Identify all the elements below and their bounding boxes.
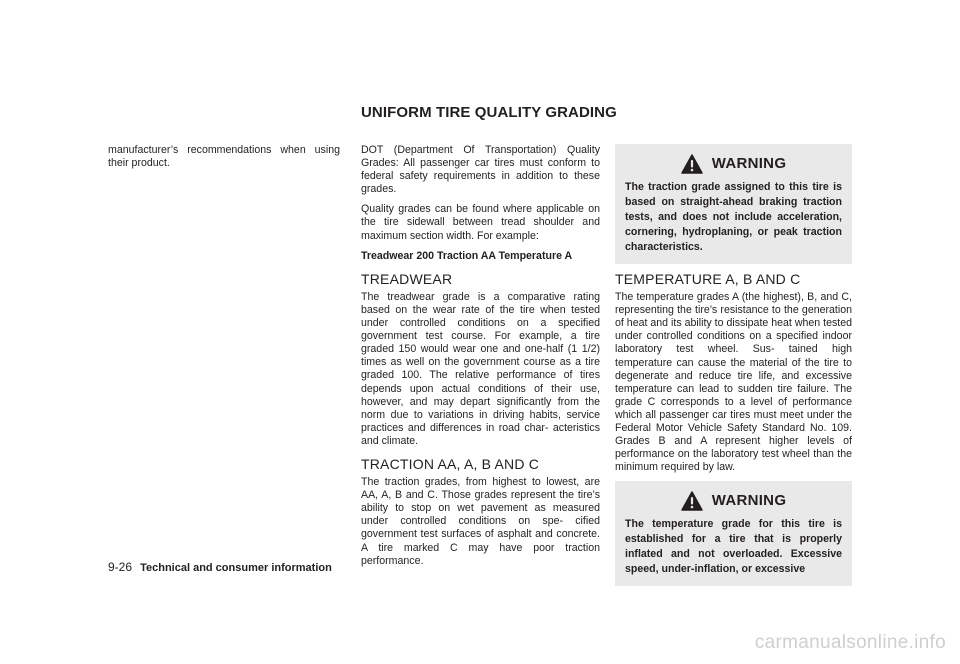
column-1 xyxy=(108,144,340,177)
sidewall-paragraph: Quality grades can be found where applicable on the tire sidewall between tread shoulder and maximum section width. For example: xyxy=(361,203,600,242)
traction-paragraph: The traction grades, from highest to lowest, are AA, A, B and C. Those grades represent the tire’s ability to stop on wet pavement as measured under controlled conditions on spe- cified government test surfaces of asphalt and concrete. A tire marked C may have poor traction performance. xyxy=(361,476,600,567)
dot-grades-paragraph: DOT (Department Of Transportation) Quality Grades: All passenger car tires must conform to federal safety requirements in addition to these grades. xyxy=(361,144,600,196)
warning-title: WARNING xyxy=(711,154,787,172)
temperature-warning-box xyxy=(615,481,852,586)
traction-warning-box xyxy=(615,144,852,264)
treadwear-paragraph: The treadwear grade is a comparative rating based on the wear rate of the tire when tested under controlled conditions on a specified government test course. For example, a tire graded 150 would wear one and one-half (1 1/2) times as well on the government course as a tire graded 100. The relative performance of tires depends upon actual conditions of their use, however, and may depart significantly from the norm due to variations in driving habits, service practices and differences in road char- acteristics and climate. xyxy=(361,290,600,447)
watermark: carmanualsonline.info xyxy=(754,632,946,653)
warning-triangle-icon xyxy=(681,491,703,511)
page-footer xyxy=(108,560,332,574)
warning-header xyxy=(625,487,842,514)
continued-text: manufacturer’s recommendations when using their product. xyxy=(108,144,340,170)
temperature-heading: TEMPERATURE A, B AND C xyxy=(615,271,801,287)
warning-text: The temperature grade for this tire is established for a tire that is properly inflated and not overloaded. Excessive speed, under-inflation, or excessive xyxy=(625,518,842,576)
column-2 xyxy=(361,144,600,575)
warning-header xyxy=(625,150,842,177)
page-number: 9-26 xyxy=(108,560,133,574)
warning-title: WARNING xyxy=(711,492,787,510)
column-3 xyxy=(615,144,852,592)
treadwear-heading: TREADWEAR xyxy=(361,270,453,287)
warning-triangle-icon xyxy=(681,154,703,174)
temperature-paragraph: The temperature grades A (the highest), B, and C, representing the tire’s resistance to the generation of heat and its ability to dissipate heat when tested under controlled conditions on a specified indoor laboratory test wheel. Sus- tained high temperature can cause the material of the tire to degenerate and reduce tire life, and excessive temperature can lead to sudden tire failure. The grade C corresponds to a level of performance which all passenger car tires must meet under the Federal Motor Vehicle Safety Standard No. 109. Grades B and A represent higher levels of performance on the laboratory test wheel than the minimum required by law. xyxy=(615,291,852,474)
warning-text: The traction grade assigned to this tire is based on straight-ahead braking traction tests, and does not include acceleration, cornering, hydroplaning, or peak traction characteristics. xyxy=(625,181,842,253)
traction-heading: TRACTION AA, A, B AND C xyxy=(361,455,540,472)
page-title: UNIFORM TIRE QUALITY GRADING xyxy=(361,104,617,121)
section-name: Technical and consumer information xyxy=(140,562,332,574)
grade-example: Treadwear 200 Traction AA Temperature A xyxy=(361,249,573,262)
